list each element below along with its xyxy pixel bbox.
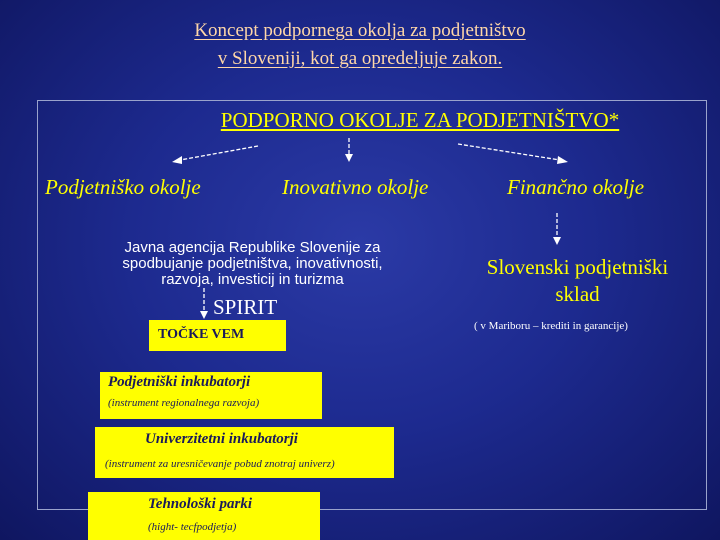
- arrowhead-finance: [557, 156, 568, 164]
- box-university-title: Univerzitetni inkubatorji: [145, 431, 298, 447]
- arrowhead-fund: [553, 237, 561, 245]
- arrowhead-innovation: [345, 154, 353, 162]
- fund-note: ( v Mariboru – krediti in garancije): [474, 320, 628, 332]
- agency-acronym: SPIRIT: [213, 295, 278, 319]
- fund-line-1: Slovenski podjetniški: [486, 255, 669, 279]
- box-incubators: [100, 372, 322, 419]
- arrowhead-vem: [200, 311, 208, 319]
- agency-line-2: spodbujanje podjetništva, inovativnosti,: [122, 255, 383, 272]
- title-line-1: Koncept podpornega okolja za podjetništvo: [194, 20, 526, 41]
- fund-line-2: sklad: [555, 282, 600, 306]
- agency-line-1: Javna agencija Republike Slovenije za: [124, 239, 381, 256]
- box-university: [95, 427, 394, 478]
- agency-line-3: razvoja, investicij in turizma: [161, 271, 344, 288]
- arrow-to-finance: [458, 144, 560, 160]
- box-incubators-title: Podjetniški inkubatorji: [108, 374, 251, 390]
- title-line-2: v Sloveniji, kot ga opredeljuje zakon.: [217, 48, 503, 69]
- box-vem: [149, 320, 286, 351]
- box-incubators-subtitle: (instrument regionalnega razvoja): [108, 397, 260, 409]
- agency-description: [70, 240, 435, 288]
- arrowhead-enterprise: [172, 156, 182, 164]
- category-innovation: Inovativno okolje: [282, 175, 429, 199]
- box-vem-title: TOČKE VEM: [158, 327, 245, 342]
- box-techparks: [88, 492, 320, 540]
- category-finance: Finančno okolje: [507, 175, 645, 199]
- box-techparks-title: Tehnološki parki: [148, 496, 253, 512]
- box-techparks-subtitle: (hight- tecfpodjetja): [148, 521, 237, 533]
- category-enterprise: Podjetniško okolje: [45, 175, 201, 199]
- support-environment-heading: PODPORNO OKOLJE ZA PODJETNIŠTVO*: [220, 108, 620, 132]
- arrow-to-enterprise: [180, 146, 258, 160]
- fund-name: [455, 254, 700, 308]
- box-university-subtitle: (instrument za uresničevanje pobud znotraj univerz): [105, 458, 335, 470]
